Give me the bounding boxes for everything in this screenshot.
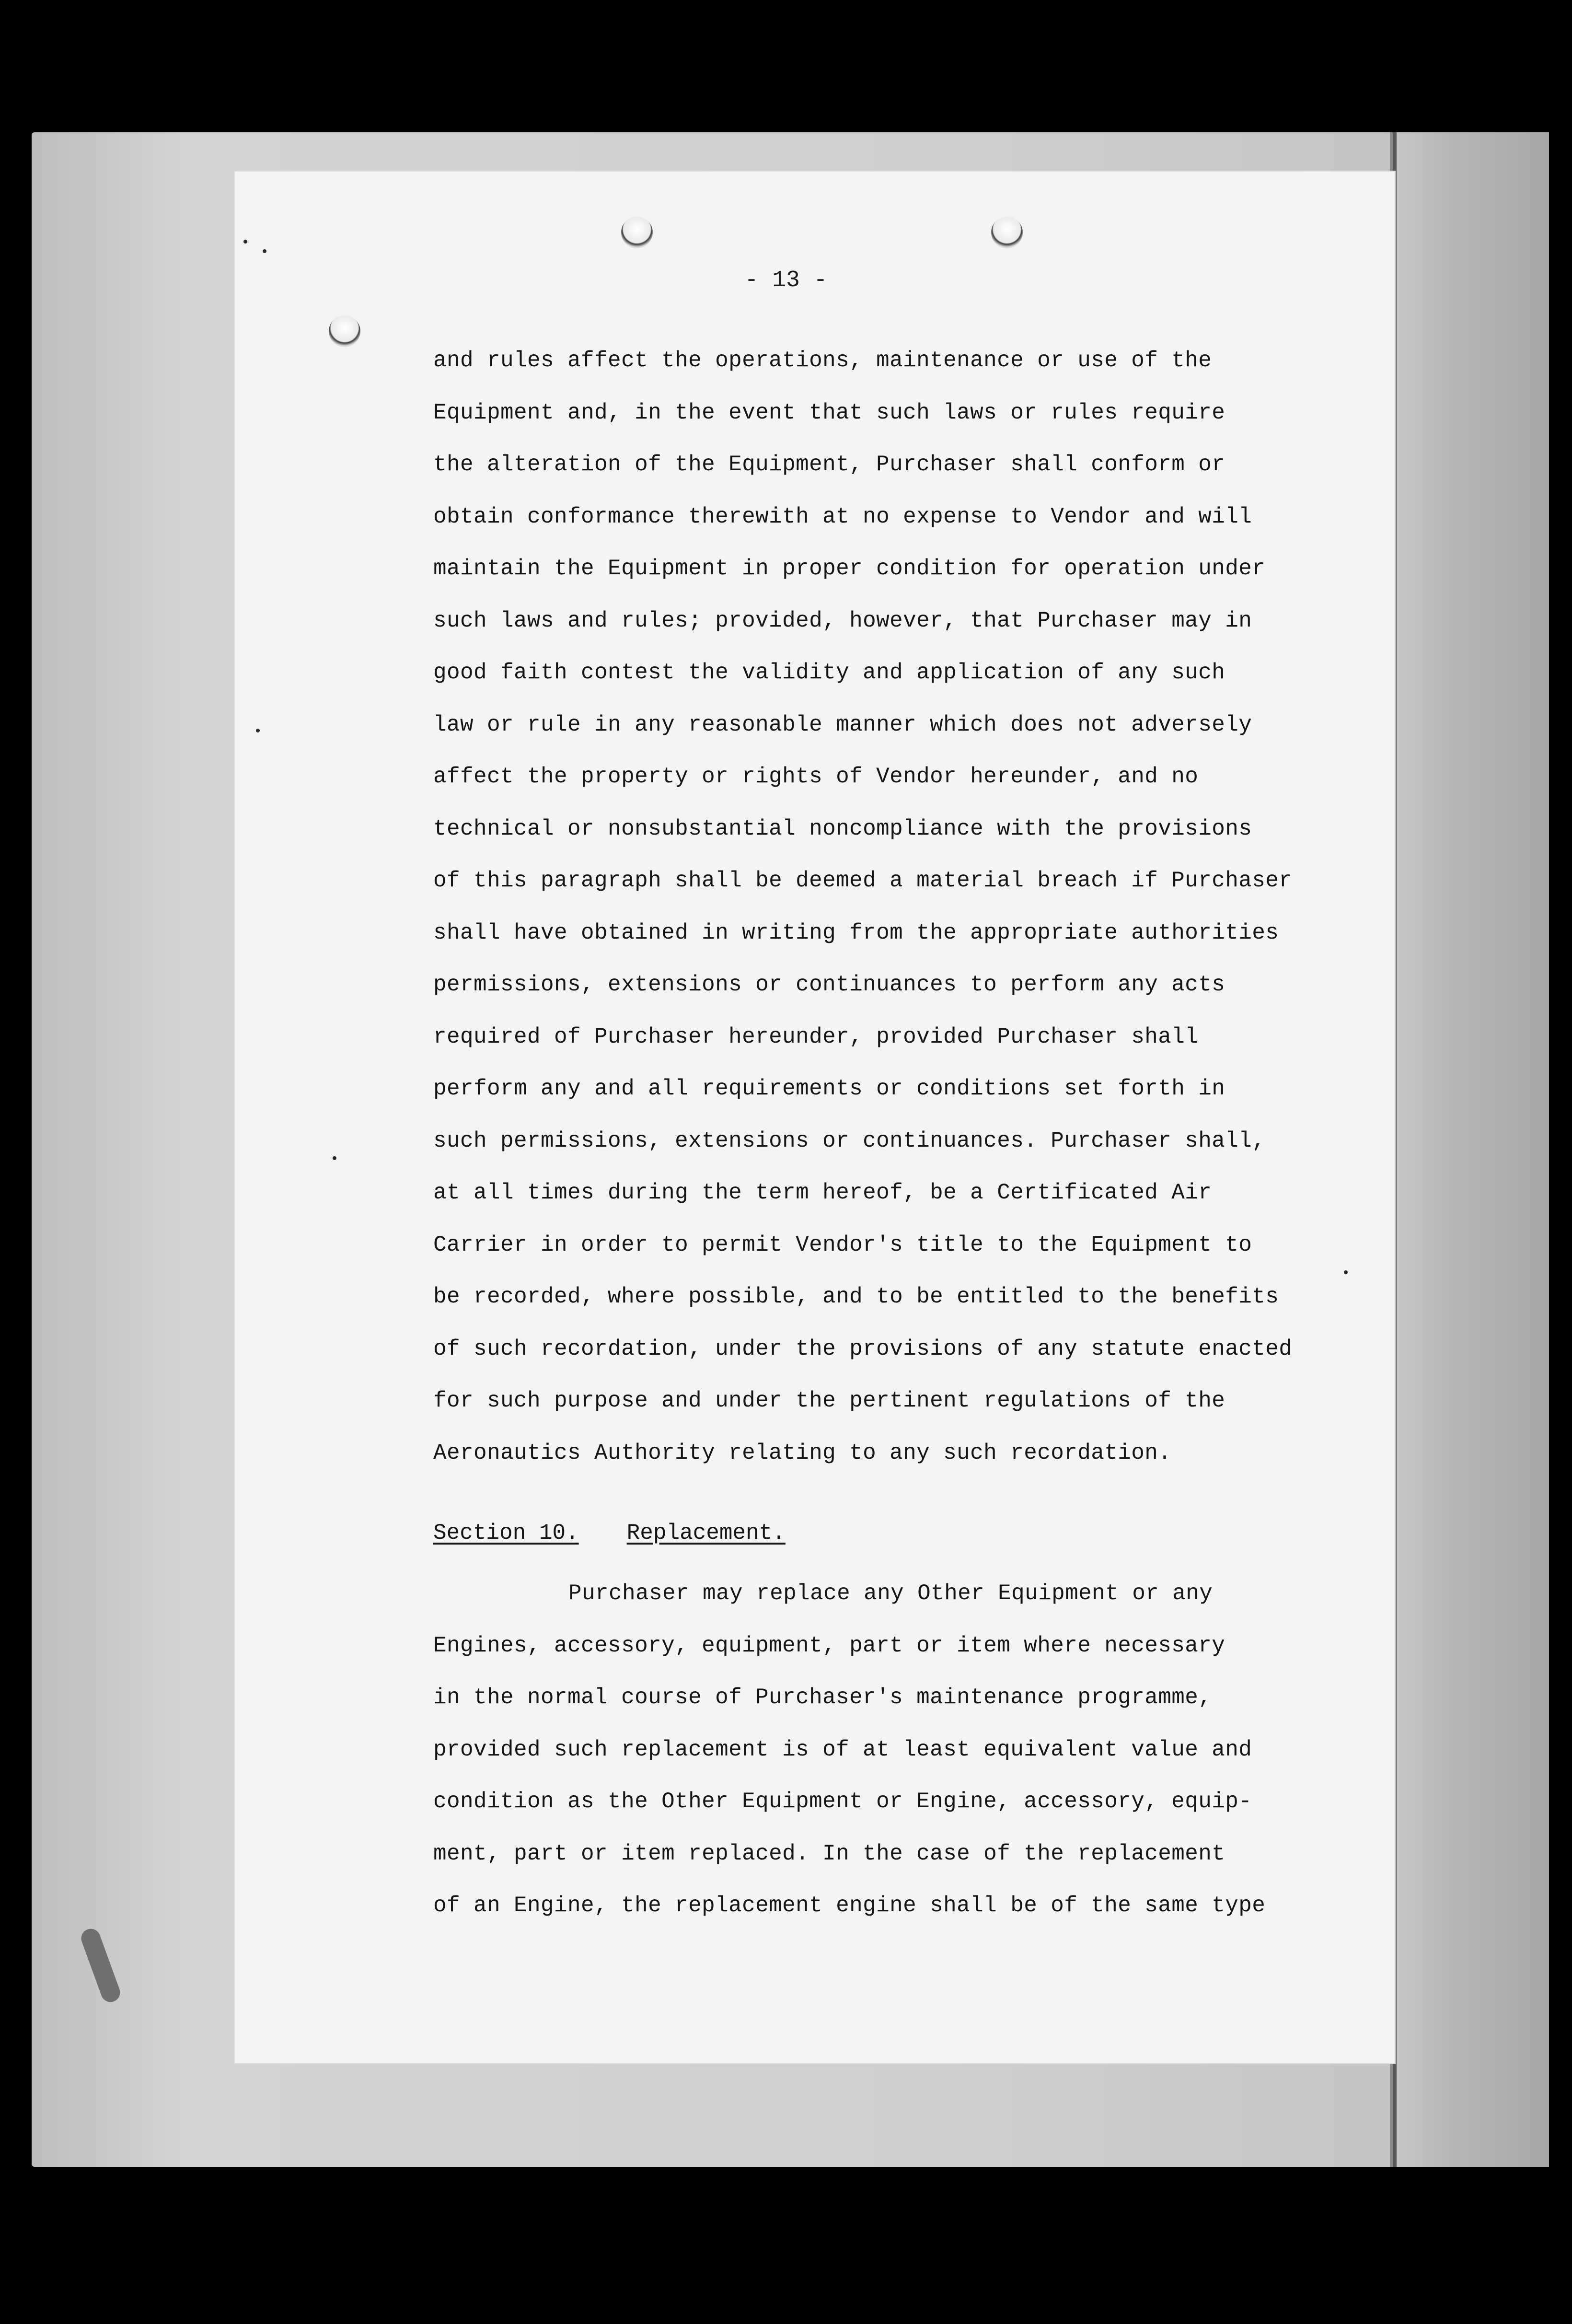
text-line: Equipment and, in the event that such laws or rules require	[433, 400, 1225, 425]
text-line: Carrier in order to permit Vendor's title to the Equipment to	[433, 1232, 1252, 1257]
speck	[263, 249, 266, 253]
body-text	[433, 343, 1334, 1487]
text-line: provided such replacement is of at least equivalent value and	[433, 1737, 1252, 1762]
section-body	[433, 1576, 1334, 1941]
text-line: good faith contest the validity and application of any such	[433, 660, 1225, 685]
text-line: ment, part or item replaced. In the case of the replacement	[433, 1841, 1225, 1866]
section-title: Replacement.	[626, 1521, 786, 1545]
text-line: such laws and rules; provided, however, that Purchaser may in	[433, 608, 1252, 633]
text-line: Aeronautics Authority relating to any such recordation.	[433, 1440, 1172, 1465]
right-edge-strip	[1390, 132, 1549, 2167]
text-line: in the normal course of Purchaser's maintenance programme,	[433, 1685, 1212, 1710]
text-line: permissions, extensions or continuances to perform any acts	[433, 972, 1225, 997]
speck	[256, 729, 260, 732]
speck	[333, 1156, 336, 1160]
text-line: law or rule in any reasonable manner which does not adversely	[433, 712, 1252, 737]
text-line: obtain conformance therewith at no expense to Vendor and will	[433, 504, 1252, 529]
section-heading	[433, 1521, 786, 1545]
text-line: of this paragraph shall be deemed a material breach if Purchaser	[433, 868, 1293, 893]
text-line: condition as the Other Equipment or Engine, accessory, equip-	[433, 1789, 1252, 1814]
page-number: - 13 -	[744, 267, 828, 293]
text-line: of an Engine, the replacement engine shall be of the same type	[433, 1893, 1266, 1918]
speck	[1344, 1270, 1348, 1274]
text-line: technical or nonsubstantial noncompliance with the provisions	[433, 816, 1252, 841]
text-line: of such recordation, under the provisions of any statute enacted	[433, 1336, 1293, 1361]
speck	[243, 240, 247, 244]
text-line: affect the property or rights of Vendor hereunder, and no	[433, 764, 1199, 789]
text-line: Engines, accessory, equipment, part or item where necessary	[433, 1633, 1225, 1658]
text-line: at all times during the term hereof, be a Certificated Air	[433, 1180, 1212, 1205]
text-line: for such purpose and under the pertinent regulations of the	[433, 1388, 1225, 1413]
text-line: the alteration of the Equipment, Purchaser shall conform or	[433, 452, 1225, 477]
punch-hole-side	[329, 315, 360, 347]
text-line: be recorded, where possible, and to be entitled to the benefits	[433, 1284, 1279, 1309]
text-line: perform any and all requirements or conditions set forth in	[433, 1076, 1225, 1101]
section-number: Section 10.	[433, 1521, 579, 1545]
punch-hole-right	[991, 217, 1023, 248]
text-line: Purchaser may replace any Other Equipment or any	[568, 1581, 1213, 1606]
text-line: shall have obtained in writing from the appropriate authorities	[433, 920, 1279, 945]
text-line: required of Purchaser hereunder, provided Purchaser shall	[433, 1024, 1199, 1049]
text-line: such permissions, extensions or continuances. Purchaser shall,	[433, 1128, 1266, 1153]
text-line: and rules affect the operations, maintenance or use of the	[433, 348, 1212, 373]
punch-hole-left	[621, 217, 653, 248]
text-line: maintain the Equipment in proper condition for operation under	[433, 556, 1266, 581]
